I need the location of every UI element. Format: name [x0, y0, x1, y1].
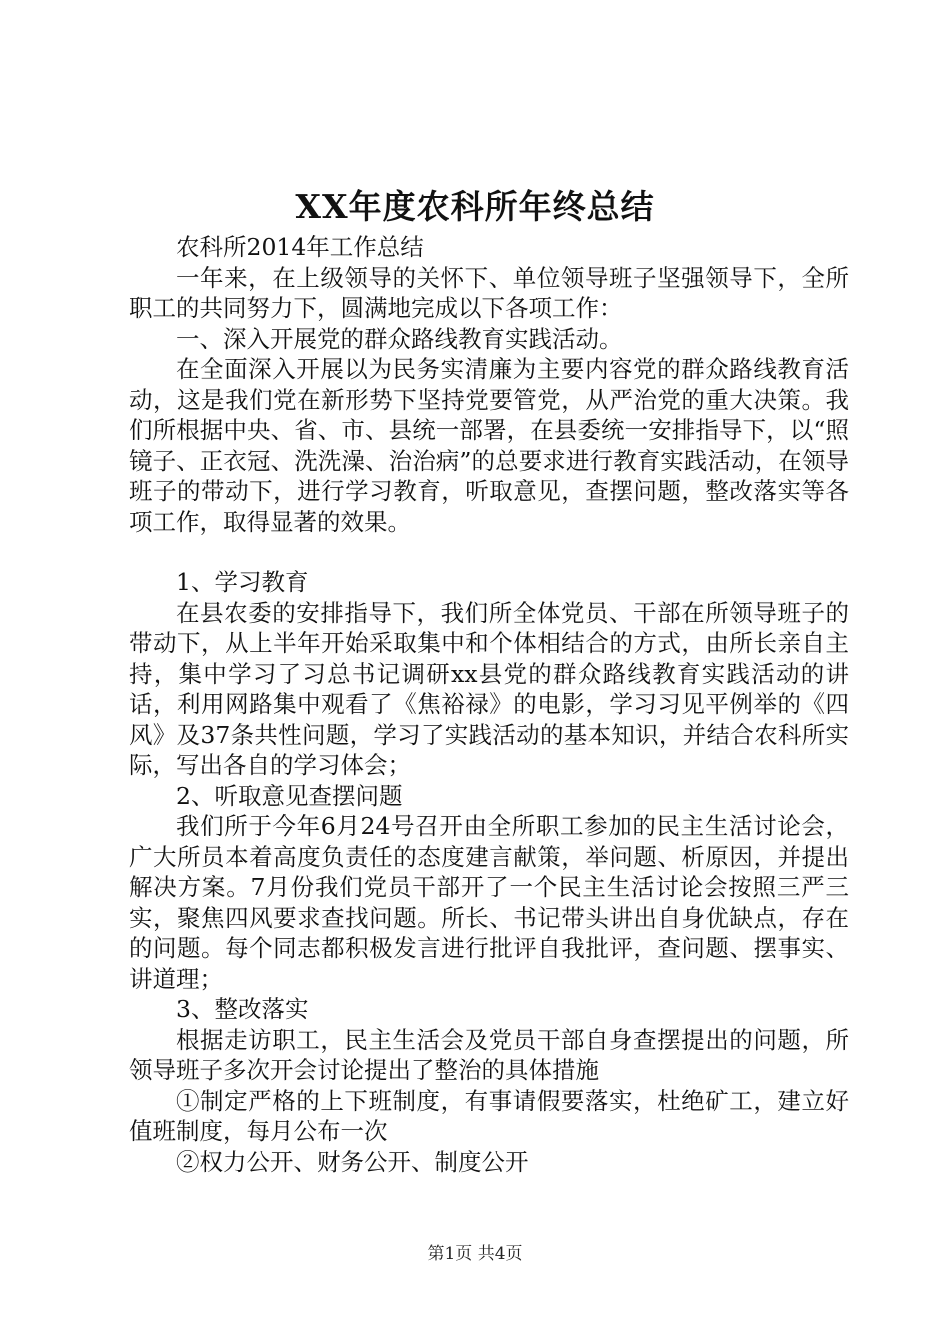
list-item-2: ②权力公开、财务公开、制度公开 — [176, 1147, 529, 1176]
paragraph-section-1: 在全面深入开展以为民务实清廉为主要内容党的群众路线教育活动，这是我们党在新形势下坚持党要管党，从严治党的重大决策。我们所根据中央、省、市、县统一部署，在县委统一安排指导下，以“照镜子、正衣冠、洗洗澡、治治病”的总要求进行教育实践活动，在领导班子的带动下，进行学习教育，听取意见，查摆问题，整改落实等各项工作，取得显著的效果。 — [129, 355, 849, 536]
paragraph-study: 在县农委的安排指导下，我们所全体党员、干部在所领导班子的带动下，从上半年开始采取集中和个体相结合的方式，由所长亲自主持，集中学习了习总书记调研xx县党的群众路线教育实践活动的讲话，利用网路集中观看了《焦裕禄》的电影，学习习见平例举的《四风》及37条共性问题，学习了实践活动的基本知识，并结合农科所实际，写出各自的学习体会； — [129, 598, 849, 779]
paragraph-rectification: 根据走访职工，民主生活会及党员干部自身查摆提出的问题，所领导班子多次开会讨论提出了整治的具体措施 — [129, 1025, 849, 1084]
page-number: 第1页 共4页 — [427, 1244, 523, 1264]
paragraph-opinions: 我们所于今年6月24号召开由全所职工参加的民主生活讨论会，广大所员本着高度负责任的态度建言献策，举问题、析原因，并提出解决方案。7月份我们党员干部开了一个民主生活讨论会按照三严三实，聚焦四风要求查找问题。所长、书记带头讲出自身优缺点，存在的问题。每个同志都积极发言进行批评自我批评，查问题、摆事实、讲道理； — [129, 812, 849, 993]
subheading-rectification: 3、整改落实 — [176, 995, 309, 1023]
list-item-1: ①制定严格的上下班制度，有事请假要落实，杜绝矿工，建立好值班制度，每月公布一次 — [129, 1086, 849, 1145]
section-heading-1: 一、深入开展党的群众路线教育实践活动。 — [176, 324, 623, 353]
document-title: XX年度农科所年终总结 — [295, 187, 655, 226]
paragraph-intro: 一年来，在上级领导的关怀下、单位领导班子坚强领导下，全所职工的共同努力下，圆满地完成以下各项工作： — [129, 263, 849, 322]
document-body — [129, 232, 849, 1177]
subheading-opinions: 2、听取意见查摆问题 — [176, 781, 403, 810]
paragraph-subtitle: 农科所2014年工作总结 — [176, 233, 424, 261]
subheading-study: 1、学习教育 — [176, 568, 309, 596]
